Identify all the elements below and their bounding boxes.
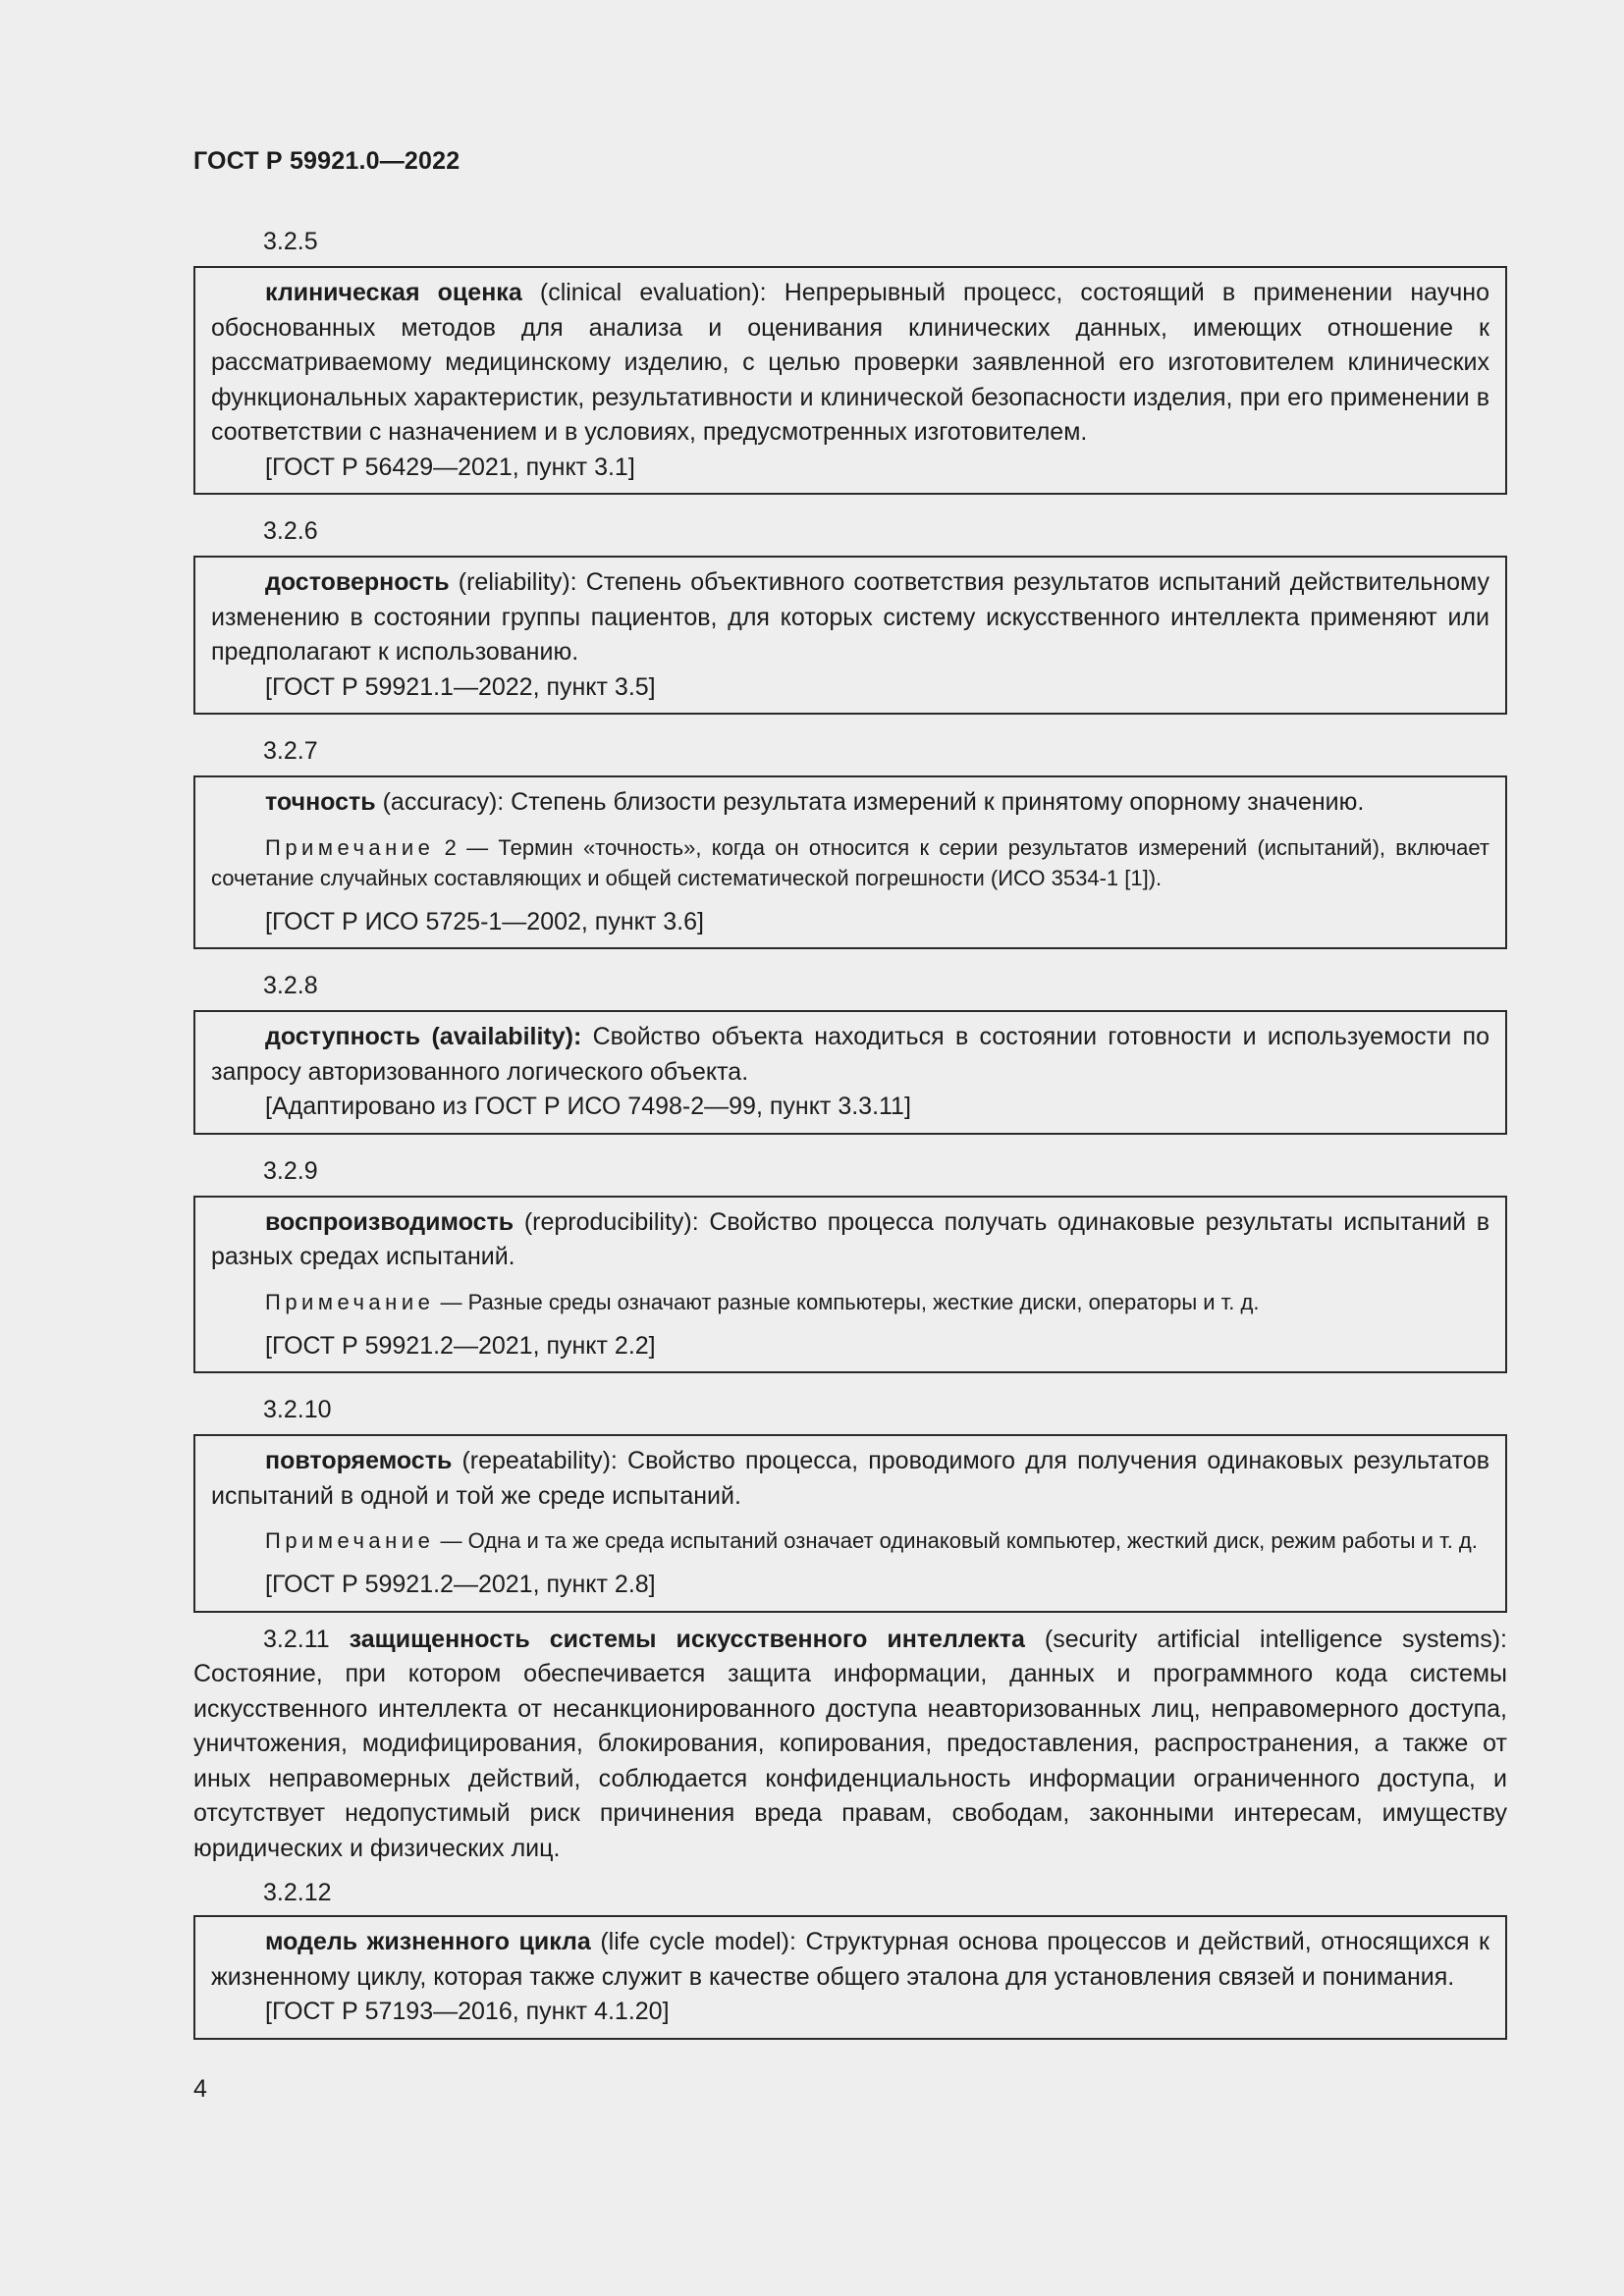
term-source-reference: [ГОСТ Р 56429—2021, пункт 3.1]	[265, 453, 635, 481]
term-note	[211, 832, 1489, 893]
term-name: модель жизненного цикла	[265, 1928, 591, 1955]
term-definition	[211, 276, 1489, 451]
note-text: — Одна и та же среда испытаний означает одинаковый компьютер, жесткий диск, режим работы и т. д.	[434, 1528, 1478, 1553]
term-description: (accuracy): Степень близости результата измерений к принятому опорному значению.	[375, 788, 1365, 816]
term-source-reference: [Адаптировано из ГОСТ Р ИСО 7498-2—99, пункт 3.3.11]	[265, 1093, 911, 1120]
clause-number: 3.2.7	[263, 737, 318, 765]
term-box-repeatability	[193, 1434, 1507, 1613]
term-note	[211, 1287, 1489, 1317]
term-definition	[211, 1925, 1489, 1995]
clause-number: 3.2.12	[263, 1879, 332, 1906]
term-paragraph-security-ai	[193, 1623, 1507, 1867]
term-description: (reliability): Степень объективного соответствия результатов испытаний действительному изменению в состоянии группы пациентов, для которых систему искусственного интеллекта применяют или предполагают к использованию.	[211, 568, 1489, 666]
term-description: (repeatability): Свойство процесса, проводимого для получения одинаковых результатов испытаний в одной и той же среде испытаний.	[211, 1447, 1489, 1510]
term-box-reliability	[193, 556, 1507, 715]
term-description: (clinical evaluation): Непрерывный процесс, состоящий в применении научно обоснованных методов для анализа и оценивания клинических данных, имеющих отношение к рассматриваемому медицинскому изделию, с целью проверки заявленной его изготовителем клинических функциональных характеристик, результативности и клинической безопасности изделия, при его применении в соответствии с назначением и в условиях, предусмотренных изготовителем.	[211, 279, 1489, 446]
term-source-reference: [ГОСТ Р 57193—2016, пункт 4.1.20]	[265, 1998, 670, 2025]
term-name: воспроизводимость	[265, 1207, 514, 1236]
term-box-life-cycle-model	[193, 1915, 1507, 2040]
note-label: Примечание	[265, 1289, 435, 1314]
term-name: доступность (availability):	[265, 1023, 582, 1050]
clause-number: 3.2.8	[263, 972, 318, 999]
terms-content	[193, 221, 1507, 2056]
term-source-reference: [ГОСТ Р 59921.2—2021, пункт 2.2]	[265, 1331, 656, 1360]
term-name: достоверность	[265, 568, 450, 596]
note-label: Примечание	[265, 834, 435, 860]
term-name: защищенность системы искусственного интеллекта	[349, 1625, 1025, 1653]
term-definition	[211, 785, 1489, 821]
term-definition	[211, 1205, 1489, 1275]
page-number: 4	[193, 2075, 207, 2103]
term-source-reference: [ГОСТ Р ИСО 5725-1—2002, пункт 3.6]	[265, 907, 704, 935]
term-description: Свойство объекта находиться в состоянии готовности и используемости по запросу авторизованного логического объекта.	[211, 1023, 1489, 1086]
term-name: клиническая оценка	[265, 279, 522, 306]
term-definition	[211, 565, 1489, 670]
note-text: 2 — Термин «точность», когда он относится к серии результатов измерений (испытаний), включает сочетание случайных составляющих и общей систематической погрешности (ИСО 3534-1 [1]).	[211, 834, 1489, 890]
clause-number: 3.2.9	[263, 1156, 318, 1185]
note-label: Примечание	[265, 1528, 435, 1553]
term-name: повторяемость	[265, 1447, 453, 1474]
clause-number: 3.2.6	[263, 517, 318, 545]
term-name: точность	[265, 788, 376, 816]
term-definition	[211, 1444, 1489, 1514]
clause-number: 3.2.10	[263, 1396, 332, 1423]
term-description: (life cycle model): Структурная основа процессов и действий, относящихся к жизненному циклу, которая также служит в качестве общего эталона для установления связей и понимания.	[211, 1928, 1489, 1991]
term-source-reference: [ГОСТ Р 59921.1—2022, пункт 3.5]	[265, 672, 656, 701]
term-box-clinical-evaluation	[193, 266, 1507, 495]
term-box-accuracy	[193, 775, 1507, 949]
standard-header: ГОСТ Р 59921.0—2022	[193, 147, 460, 175]
term-source-reference: [ГОСТ Р 59921.2—2021, пункт 2.8]	[265, 1571, 656, 1598]
term-description: (security artificial intelligence systems): Состояние, при котором обеспечивается защита информации, данных и программного кода системы искусственного интеллекта от несанкционированного доступа неавторизованных лиц, неправомерного доступа, уничтожения, модифицирования, блокирования, копирования, предоставления, распространения, а также от иных неправомерных действий, соблюдается конфиденциальность информации ограниченного доступа, и отсутствует недопустимый риск причинения вреда правам, свободам, законными интересам, имуществу юридических и физических лиц.	[193, 1625, 1508, 1862]
term-note	[211, 1525, 1489, 1556]
term-box-reproducibility	[193, 1196, 1507, 1374]
term-definition	[211, 1020, 1489, 1090]
clause-number: 3.2.11	[263, 1625, 330, 1653]
clause-number: 3.2.5	[263, 228, 318, 255]
term-box-availability	[193, 1010, 1507, 1135]
note-text: — Разные среды означают разные компьютеры, жесткие диски, операторы и т. д.	[434, 1289, 1260, 1314]
term-description: (reproducibility): Свойство процесса получать одинаковые результаты испытаний в разных средах испытаний.	[211, 1207, 1489, 1270]
